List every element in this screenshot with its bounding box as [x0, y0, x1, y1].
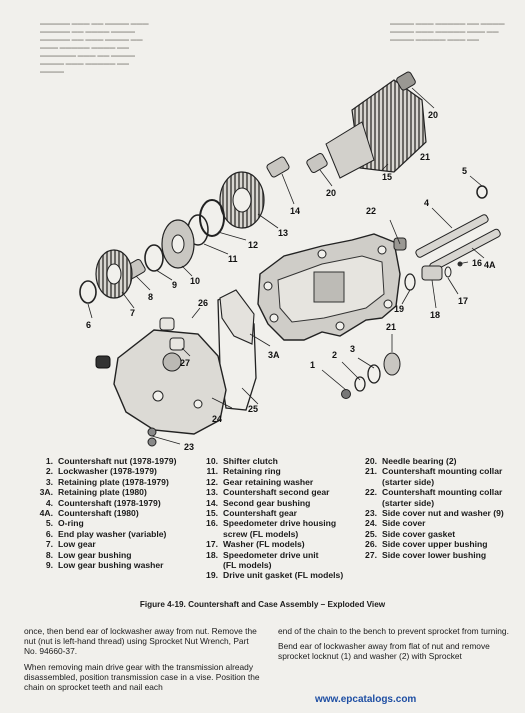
legend-item-text: Shifter clutch [223, 456, 278, 466]
figure-caption: Figure 4-19. Countershaft and Case Assembly – Exploded View [139, 600, 386, 609]
callout-12: 12 [248, 240, 259, 250]
legend-item [197, 508, 347, 518]
legend-item-text: Retaining plate (1980) [58, 487, 147, 498]
body-paragraph: end of the chain to the bench to prevent sprocket from turning. [278, 626, 509, 636]
legend-item-text: Low gear [58, 539, 96, 550]
legend-item-text: Needle bearing (2) [382, 456, 457, 466]
legend-item-text: Retaining ring [223, 466, 281, 477]
callout-26: 26 [198, 298, 209, 308]
legend-item-number: 23. [365, 508, 377, 519]
callout-20-lower: 20 [326, 188, 337, 198]
callout-17: 17 [458, 296, 469, 306]
legend-item [356, 539, 512, 549]
legend-item-text: Countershaft mounting collar [382, 466, 503, 477]
callout-16: 16 [472, 258, 483, 268]
side-cover-upper-bushing [160, 318, 174, 330]
legend-item-number: 27. [365, 549, 377, 560]
callout-14: 14 [290, 206, 301, 216]
countershaft-nut [342, 390, 351, 399]
second-gear-bushing [266, 156, 290, 178]
legend-item-number: 6. [45, 528, 53, 539]
legend-item-text: Speedometer drive unit [223, 549, 319, 560]
legend-item [356, 529, 512, 539]
side-cover-nut [148, 428, 156, 436]
legend-item-text: Countershaft second gear [223, 487, 330, 498]
callout-9: 9 [172, 280, 178, 290]
callout-15: 15 [382, 172, 393, 182]
legend-item-number: 22. [365, 487, 377, 498]
callout-19: 19 [394, 304, 405, 314]
legend-item-number: 7. [45, 539, 53, 550]
legend-item-number: 12. [206, 476, 218, 487]
legend-item-number: 25. [365, 528, 377, 539]
legend-item [356, 477, 512, 487]
legend-item [197, 477, 347, 487]
legend-item [32, 529, 192, 539]
o-ring [477, 186, 487, 198]
legend-item-text: (starter side) [382, 476, 435, 487]
legend-item-text: Side cover [382, 518, 426, 529]
legend-item-number: 5. [45, 518, 53, 529]
legend-item-number: 21. [365, 466, 377, 477]
legend-item-number: 20. [365, 456, 377, 466]
legend-item-text: Lockwasher (1978-1979) [58, 466, 157, 477]
end-play-washer [80, 281, 96, 303]
callout-23: 23 [184, 442, 195, 450]
legend-item-text: (starter side) [382, 497, 435, 508]
callout-5: 5 [462, 166, 468, 176]
needle-bearing-lower [306, 152, 329, 173]
low-gear-bushing-washer [145, 245, 163, 271]
callout-27: 27 [180, 358, 191, 368]
lockwasher [355, 377, 365, 391]
legend-item-number: 17. [206, 539, 218, 550]
legend-item-text: Retaining plate (1978-1979) [58, 476, 169, 487]
legend-item-number: 14. [206, 497, 218, 508]
callout-11: 11 [228, 254, 238, 264]
legend-item-text: screw (FL models) [223, 528, 299, 539]
legend-item-number: 4. [45, 497, 53, 508]
legend-item [356, 487, 512, 497]
legend-item-text: Side cover gasket [382, 528, 456, 539]
legend-item-text: Countershaft nut (1978-1979) [58, 456, 177, 466]
watermark: www.epcatalogs.com [315, 694, 417, 705]
parts-legend [32, 456, 512, 586]
legend-item [32, 456, 192, 466]
legend-item [356, 508, 512, 518]
callout-2: 2 [332, 350, 338, 360]
countershaft-1978-1979 [415, 214, 489, 259]
legend-item [197, 560, 347, 570]
callout-4a: 4A [484, 260, 496, 270]
legend-item [356, 466, 512, 476]
legend-item [32, 539, 192, 549]
legend-item-number: 16. [206, 518, 218, 529]
side-cover-nut-2 [148, 438, 156, 446]
legend-item-text: Washer (FL models) [223, 539, 305, 550]
legend-column-1 [32, 456, 192, 570]
legend-item [197, 456, 347, 466]
legend-item [197, 539, 347, 549]
legend-item-number: 15. [206, 508, 218, 519]
legend-item-text: Low gear bushing washer [58, 560, 164, 571]
callout-21-shaft: 21 [420, 152, 431, 162]
callout-4: 4 [424, 198, 430, 208]
callout-25: 25 [248, 404, 259, 414]
legend-item-number: 24. [365, 518, 377, 529]
legend-item-number [197, 560, 223, 570]
legend-item [197, 570, 347, 580]
legend-item-text: Countershaft (1980) [58, 508, 139, 519]
speedometer-washer [445, 267, 451, 277]
legend-item-number: 13. [206, 487, 218, 498]
legend-item-text: Drive unit gasket (FL models) [223, 570, 344, 581]
callout-7: 7 [130, 308, 136, 318]
legend-item [32, 550, 192, 560]
body-paragraph: Bend ear of lockwasher away from flat of nut and remove sprocket locknut (1) and washer (2) with Sprocket [278, 641, 490, 662]
low-gear-hub [107, 264, 121, 284]
legend-item-number [356, 477, 382, 487]
legend-item [197, 518, 347, 528]
callout-18: 18 [430, 310, 441, 320]
countershaft-gear [326, 80, 426, 178]
callout-3: 3 [350, 344, 356, 354]
body-paragraph: once, then bend ear of lockwasher away from nut. Remove the nut (nut is left-hand thread) using Sprocket Nut Wrench, Part No. 94660-37. [24, 626, 257, 657]
callout-8: 8 [148, 292, 154, 302]
retaining-plate-3a [220, 290, 254, 344]
legend-item-number: 18. [206, 549, 218, 560]
body-text-right [278, 626, 516, 667]
legend-item [356, 518, 512, 528]
callout-21-top: 21 [386, 322, 397, 332]
exploded-view-diagram [22, 18, 512, 450]
body-paragraph: When removing main drive gear with the transmission already disassembled, position transmission case in a vise. Position the chain on sprocket teeth and nail each [24, 661, 260, 693]
legend-item-text: Gear retaining washer [223, 476, 314, 487]
legend-item-text: O-ring [58, 518, 84, 529]
legend-item-text: Side cover upper bushing [382, 539, 488, 550]
bleed-through-text-right: ▬▬▬▬ ▬▬▬ ▬▬▬▬▬ ▬▬ ▬▬▬▬ ▬▬▬▬ ▬▬▬ ▬▬▬▬▬ ▬▬▬ ▬▬ ▬▬▬▬ ▬▬▬▬▬ ▬▬▬ ▬▬ [390, 21, 505, 43]
legend-item-text: (FL models) [223, 560, 272, 571]
callout-24: 24 [212, 414, 223, 424]
legend-column-2 [197, 456, 347, 581]
callout-20-upper: 20 [428, 110, 439, 120]
callout-22: 22 [366, 206, 377, 216]
legend-item-number [356, 498, 382, 508]
legend-item-text: Countershaft mounting collar [382, 487, 503, 498]
legend-item [32, 560, 192, 570]
legend-item [32, 518, 192, 528]
legend-item-text: Countershaft (1978-1979) [58, 497, 161, 508]
legend-item [197, 550, 347, 560]
legend-item-text: End play washer (variable) [58, 528, 167, 539]
legend-item [356, 498, 512, 508]
transmission-case [258, 234, 400, 340]
legend-item-text: Second gear bushing [223, 497, 311, 508]
legend-item [32, 477, 192, 487]
legend-item-number: 8. [45, 549, 53, 560]
legend-item-number: 2. [45, 466, 53, 477]
legend-item-number: 10. [206, 456, 218, 466]
legend-item [197, 498, 347, 508]
legend-item-number: 1. [45, 456, 53, 466]
legend-item [356, 550, 512, 560]
exploded-view-drawing [22, 18, 512, 450]
legend-item-number: 9. [45, 560, 53, 571]
legend-item-number: 3A. [39, 487, 53, 498]
callout-6: 6 [86, 320, 92, 330]
legend-item-number: 19. [206, 570, 218, 581]
legend-item [356, 456, 512, 466]
legend-item [197, 487, 347, 497]
callout-13: 13 [278, 228, 289, 238]
legend-item-text: Side cover nut and washer (9) [382, 508, 504, 519]
speedometer-drive-unit [422, 266, 442, 280]
legend-item [32, 466, 192, 476]
callout-10: 10 [190, 276, 201, 286]
side-cover-knob [96, 356, 110, 368]
legend-item [197, 529, 347, 539]
callout-3a: 3A [268, 350, 280, 360]
legend-item-text: Countershaft gear [223, 508, 298, 519]
legend-column-3 [356, 456, 512, 560]
callout-1: 1 [310, 360, 316, 370]
countershaft-mounting-collar-21 [384, 353, 400, 375]
legend-item-text: Speedometer drive housing [223, 518, 337, 529]
legend-item-number: 3. [45, 476, 53, 487]
legend-item-text: Low gear bushing [58, 549, 132, 560]
legend-item-number: 4A. [39, 508, 53, 519]
legend-item-text: Side cover lower bushing [382, 549, 487, 560]
bleed-through-text: ▬▬▬▬▬ ▬▬▬ ▬▬ ▬▬▬▬ ▬▬▬ ▬▬▬▬▬ ▬▬ ▬▬▬▬ ▬▬▬▬ ▬▬▬▬▬ ▬▬ ▬▬▬ ▬▬▬▬ ▬▬ ▬▬▬ ▬▬▬▬▬ ▬▬▬▬ ▬▬ ▬▬▬▬▬▬ ▬▬▬ ▬▬ ▬▬▬▬ ▬▬▬▬ ▬▬▬ ▬▬▬▬▬ ▬▬ ▬▬▬▬ [40, 21, 149, 75]
legend-item-number: 11. [206, 466, 218, 477]
legend-item-number [197, 529, 223, 539]
legend-item [32, 487, 192, 497]
legend-item [32, 508, 192, 518]
legend-item [197, 466, 347, 476]
drive-unit-gasket [405, 274, 415, 290]
body-text-left [24, 626, 260, 697]
legend-item [32, 498, 192, 508]
second-gear-hub [233, 188, 251, 212]
legend-item-number: 26. [365, 539, 377, 550]
shifter-clutch-hub [172, 235, 184, 253]
